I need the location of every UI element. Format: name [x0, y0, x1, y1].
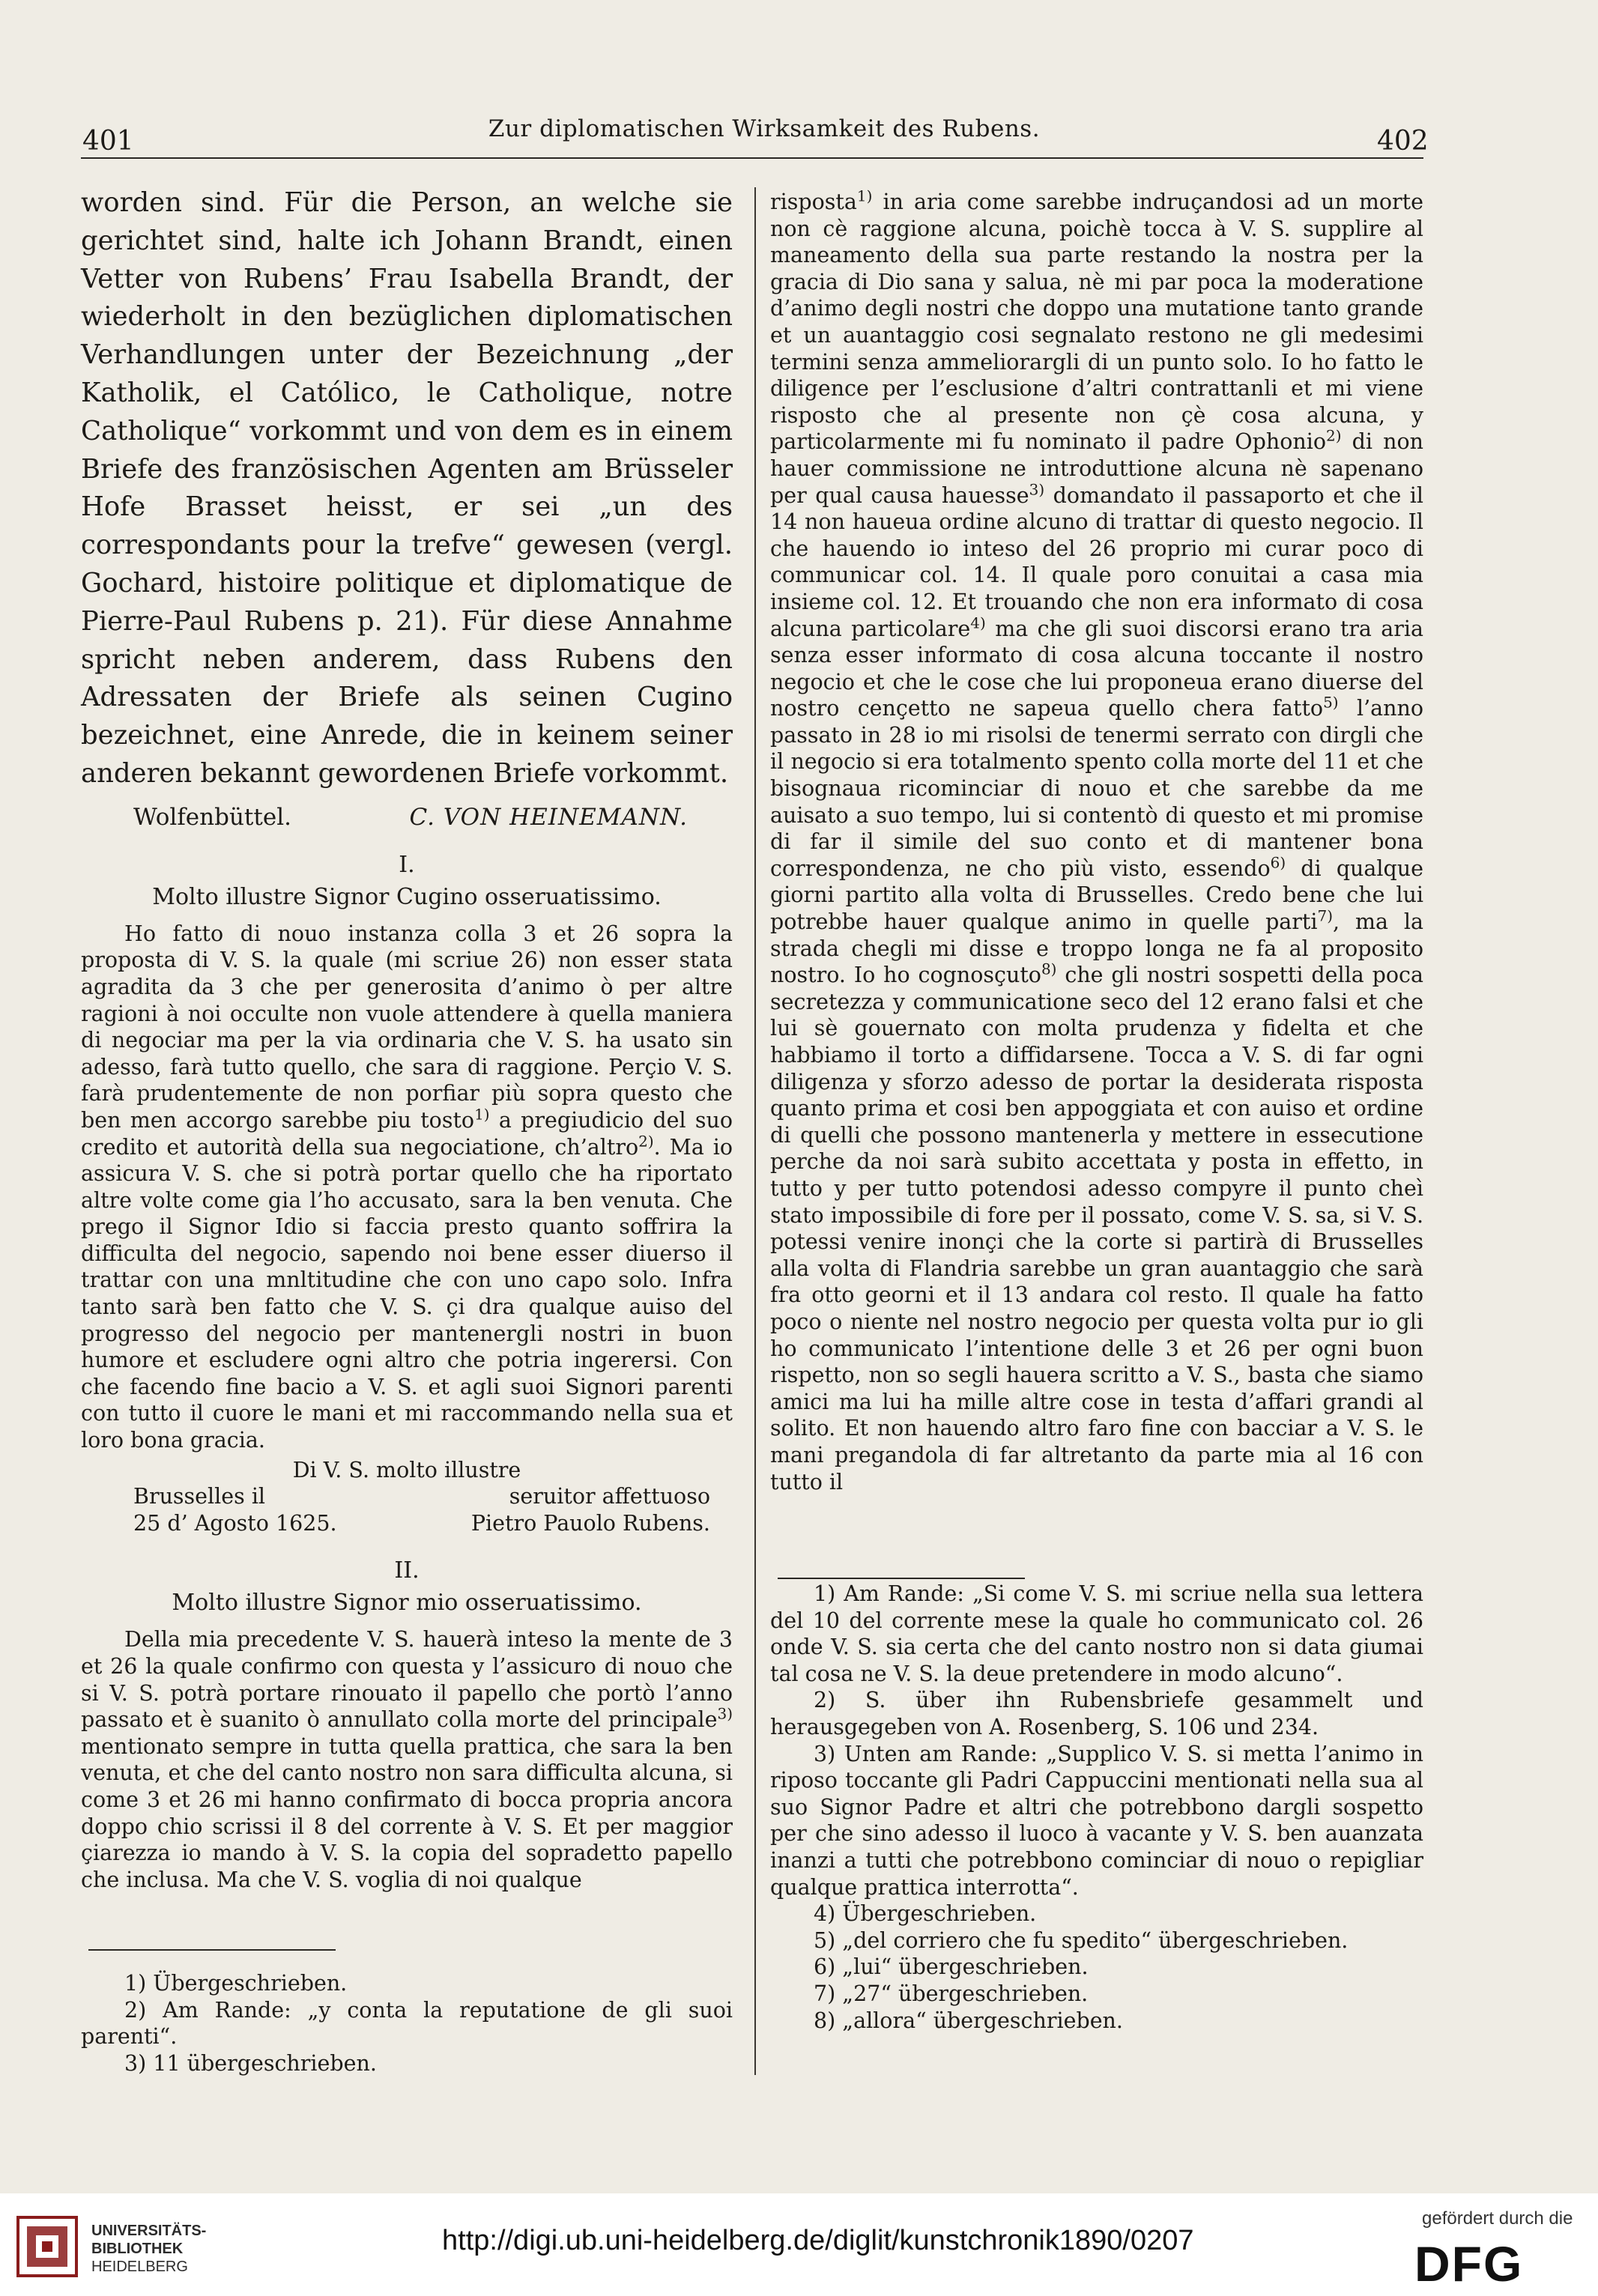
letter-1-number: I.	[399, 851, 415, 878]
letter-2-text-a: Della mia precedente V. S. hauerà inteso la mente de 3 et 26 la quale confirmo con questa y l’assicuro di nouo che si V. S. potrà portare rinouato il papello che portò l’anno passato et è suanito ò annullato colla morte del principale	[81, 1627, 733, 1733]
signature-line	[81, 804, 733, 831]
left-column	[81, 184, 733, 1893]
letter-2-number: II.	[394, 1557, 420, 1584]
right-footnotes	[770, 1581, 1423, 2034]
right-footnote-6: 6) „lui“ übergeschrieben.	[814, 1954, 1089, 1980]
left-footnote-2: 2) Am Rande: „y conta la reputatione de gli suoi parenti“.	[81, 1997, 733, 2050]
library-name	[91, 2222, 206, 2276]
footnote-ref-r4: 4)	[970, 614, 986, 631]
footnote-ref-r5: 5)	[1323, 693, 1339, 712]
column-rule	[754, 187, 756, 2075]
page-number-left: 401	[82, 126, 134, 157]
footnote-ref-r1: 1)	[856, 187, 873, 205]
continuation-text-i: che gli nostri sospetti della poca secretezza y communicatione seco del 12 erano falsi et che lui sè gouernato con molta prudenza y fidelta et che habbiamo il torto a diffidarsene. Tocca a V. S. di far ogni diligenza y sforzo adesso de portar la desiderata risposta quanto prima et cosi ben appoggiata et con auiso et ordine di quelli che possono mantenerla y mettere in essecutione perche da noi sarà subito accettata y posta in effetto, in tutto y per tutto potendosi adesso compyre il punto cheì stato impossibile di fore per il possato, come V. S. sa, si V. S. potessi venire inonçi che la corte si partirà di Brusselles alla volta di Flandria sarebbe un gran auantaggio che sarà fra otto georni et il 13 andara col resto. Il quale ha fatto poco o niente nel nostro negocio per questa volta pur io gli ho communicato l’intentione delle 3 et 26 per ogni buon rispetto, non so segli hauera scritto a V. S., basta che siamo amici ma lui ha mille altre cose in testa d’affari grandi al solito. Et non hauendo altro faro fine con bacciar a V. S. le mani pregandola di far altretanto da parte mia al 16 con tutto il	[770, 963, 1423, 1494]
closing-name: Pietro Pauolo Rubens.	[470, 1510, 710, 1536]
letter-1-text-a: Ho fatto di nouo instanza colla 3 et 26 sopra la proposta di V. S. la quale (mi scriue 26) non esser stata agradita da 3 che per generosita d’animo ò per altre ragioni à noi occulte non vuole attendere à quella maniera di negociar ma per la via ordinaria che V. S. ha usato sin adesso, farà tutto quello, che sara di raggione. Perçio V. S. farà prudentemente de non porfiar più sopra questo che ben men accorgo sarebbe piu tosto	[81, 921, 733, 1133]
continuation-text-e: ma che gli suoi discorsi erano tra aria senza esser informato di cosa alcuna toccante il nostro negocio et che le cose che lui proponeua erano diuerse del nostro cençetto ne sapeua quello chera fatto	[770, 616, 1423, 721]
right-footnote-2: 2) S. über ihn Rubensbriefe gesammelt und herausgegeben von A. Rosenberg, S. 106 und 234.	[770, 1688, 1423, 1739]
left-footnote-3: 3) 11 übergeschrieben.	[124, 2050, 377, 2076]
closing-row-1	[81, 1483, 733, 1510]
left-footnotes	[81, 1970, 733, 2077]
digitization-footer	[0, 2193, 1598, 2296]
library-line-2: BIBLIOTHEK	[91, 2241, 184, 2257]
closing-formula: Di V. S. molto illustre	[292, 1457, 521, 1482]
closing-place: Brusselles il	[133, 1484, 266, 1509]
continuation-text-f: l’anno passato in 28 io mi risolsi de tenermi serrato con dirgli che il negocio si era totalmento spento colla morte del 11 et che bisognaua ricominciar di nouo et che sarebbe da me auisato a suo tempo, lui si contentò di questo et mi promise di far il simile del suo conto et di mantener bona correspondenza, ne cho più visto, essendo	[770, 696, 1423, 881]
footnote-ref-r3: 3)	[1029, 480, 1045, 499]
continuation-text-b: in aria come sarebbe indruçandosi ad un morte non cè raggione alcuna, poichè tocca à V. S. supplire al maneamento della sua parte restando la nostra per la gracia di Dio sana y salua, nè mi par poca la moderatione d’animo degli nostri che doppo una mutatione tanto grande et un auantaggio cosi segnalato restono ne gli medesimi termini senza ammeliorargli di un punto solo. Io ho fatto le diligence per l’esclusione d’altri contrattanli et mi viene risposto che al presente non çè cosa alcuna, y particolarmente mi fu nominato il padre Ophonio	[770, 190, 1423, 455]
closing-date: 25 d’ Agosto 1625.	[133, 1510, 337, 1536]
footnote-ref-r8: 8)	[1041, 960, 1057, 978]
letter-1-closing	[81, 1457, 733, 1537]
footnote-ref-2: 2)	[638, 1132, 654, 1150]
header-rule	[81, 157, 1423, 159]
closing-row-2	[81, 1510, 733, 1537]
footnote-ref-1: 1)	[474, 1105, 490, 1124]
signature-author: C. VON HEINEMANN.	[409, 803, 688, 831]
right-footnote-7: 7) „27“ übergeschrieben.	[814, 1981, 1089, 2006]
letter-2-body	[81, 1626, 733, 1893]
continuation-text-g: di qualque giorni partito alla volta di Brusselles. Credo bene che lui potrebbe hauer qualque animo in quelle parti	[770, 855, 1423, 935]
funded-by-label: gefördert durch die	[1422, 2208, 1573, 2229]
continuation-text-h: , ma la strada chegli mi disse e troppo longa ne fa al proposito nostro. Io ho cognosçuto	[770, 909, 1423, 988]
continuation-text-c: di non hauer commissione ne introduttione alcuna nè sapenano per qual causa hauesse	[770, 429, 1423, 508]
letter-1-body	[81, 921, 733, 1454]
footnote-ref-3: 3)	[717, 1704, 733, 1723]
intro-paragraph: worden sind. Für die Person, an welche sie gerichtet sind, halte ich Johann Brandt, einen Vetter von Rubens’ Frau Isabella Brandt, der wiederholt in den bezüglichen diplomatischen Verhandlungen unter der Bezeichnung „der Katholik, el Católico, le Catholique, notre Catholique“ vorkommt und von dem es in einem Briefe des französischen Agenten am Brüsseler Hofe Brasset heisst, er sei „un des correspondants pour la trefve“ gewesen (vergl. Gochard, histoire politique et diplomatique de Pierre-Paul Rubens p. 21). Für diese Annahme spricht neben anderem, dass Rubens den Adressaten der Briefe als seinen Cugino bezeichnet, eine Anrede, die in keinem seiner anderen bekannt gewordenen Briefe vorkommt.	[81, 187, 733, 789]
left-footnote-rule	[88, 1949, 336, 1951]
library-line-3: HEIDELBERG	[91, 2259, 188, 2275]
continuation-text-a: risposta	[770, 190, 857, 214]
left-footnote-1: 1) Übergeschrieben.	[124, 1971, 348, 1996]
right-footnote-3: 3) Unten am Rande: „Supplico V. S. si metta l’animo in riposo toccante gli Padri Cappuccini mentionati nella sua al suo Signor Padre et altri che potrebbono dargli sospetto per che sino adesso il luoco à vacante y V. S. ben auanzata inanzi a tutti che potrebbono cominciar di nouo o repigliar qualque prattica interrotta“.	[770, 1741, 1423, 1900]
right-footnote-4: 4) Übergeschrieben.	[814, 1901, 1037, 1927]
letter-1-text-c: . Ma io assicura V. S. che si potrà portar quello che ha riportato altre volte come gia l’ho accusato, sara la ben venuta. Che prego il Signor Idio si faccia presto quanto soffrira la difficulta del negocio, sapendo noi bene esser diuerso il trattar con una mnltitudine che con uno capo solo. Infra tanto sarà ben fatto che V. S. çi dra qualque auiso del progresso del negocio per mantenergli nostri in buon humore et escludere ogni altro che potria ingerersi. Con che facendo fine bacio a V. S. et agli suoi Signori parenti con tutto il cuore le mani et mi raccommando nella sua et loro bona gracia.	[81, 1134, 733, 1453]
letter-1-salutation: Molto illustre Signor Cugino osseruatissimo.	[152, 883, 662, 910]
running-title: Zur diplomatischen Wirksamkeit des Rubens.	[488, 115, 1041, 142]
footnote-ref-r7: 7)	[1317, 906, 1334, 925]
right-footnote-1: 1) Am Rande: „Si come V. S. mi scriue nella sua lettera del 10 del corrente mese la quale ho communicato col. 26 onde V. S. sia certa che del canto nostro non si data giumai tal cosa ne V. S. la deue pretendere in modo alcuno“.	[770, 1581, 1423, 1686]
letter-1-text-b: a pregiudicio del suo credito et autorità della sua negociatione, ch’altro	[81, 1107, 733, 1160]
right-footnote-5: 5) „del corriero che fu spedito“ übergeschrieben.	[814, 1927, 1349, 1953]
right-footnote-rule	[778, 1578, 1025, 1579]
right-column	[770, 189, 1423, 1495]
closing-servant: seruitor affettuoso	[509, 1484, 710, 1509]
dfg-logo: DFG	[1414, 2236, 1524, 2292]
letter-2-text-b: mentionato sempre in tutta quella prattica, che sara la ben venuta, et che del canto nostro non sara difficulta alcuna, si come 3 et 26 mi hanno confirmato di bocca propria ancora doppo chio scrissi il 8 del corrente à V. S. Et per maggior çiarezza io mando à V. S. la copia del sopradetto papello che inclusa. Ma che V. S. voglia di noi qualque	[81, 1733, 733, 1892]
library-seal-icon	[13, 2213, 81, 2280]
letter-2-continuation	[770, 189, 1423, 1495]
source-url-link[interactable]: http://digi.ub.uni-heidelberg.de/diglit/kunstchronik1890/0207	[442, 2225, 1194, 2256]
letter-2-salutation: Molto illustre Signor mio osseruatissimo.	[172, 1590, 642, 1617]
footnote-ref-r6: 6)	[1270, 853, 1286, 872]
library-line-1: UNIVERSITÄTS-	[91, 2223, 207, 2239]
page-number-right: 402	[1377, 126, 1429, 157]
footnote-ref-r2: 2)	[1326, 426, 1342, 445]
right-footnote-8: 8) „allora“ übergeschrieben.	[814, 2008, 1123, 2033]
signature-place: Wolfenbüttel.	[133, 803, 291, 831]
continuation-text-d: domandato il passaporto et che il 14 non haueua ordine alcuno di trattar di questo negocio. Il che hauendo io inteso del 26 proprio mi curar poco di communicar col. 14. Il quale poro conuitai a casa mia insieme col. 12. Et trouando che non era informato di cosa alcuna particolare	[770, 482, 1423, 641]
